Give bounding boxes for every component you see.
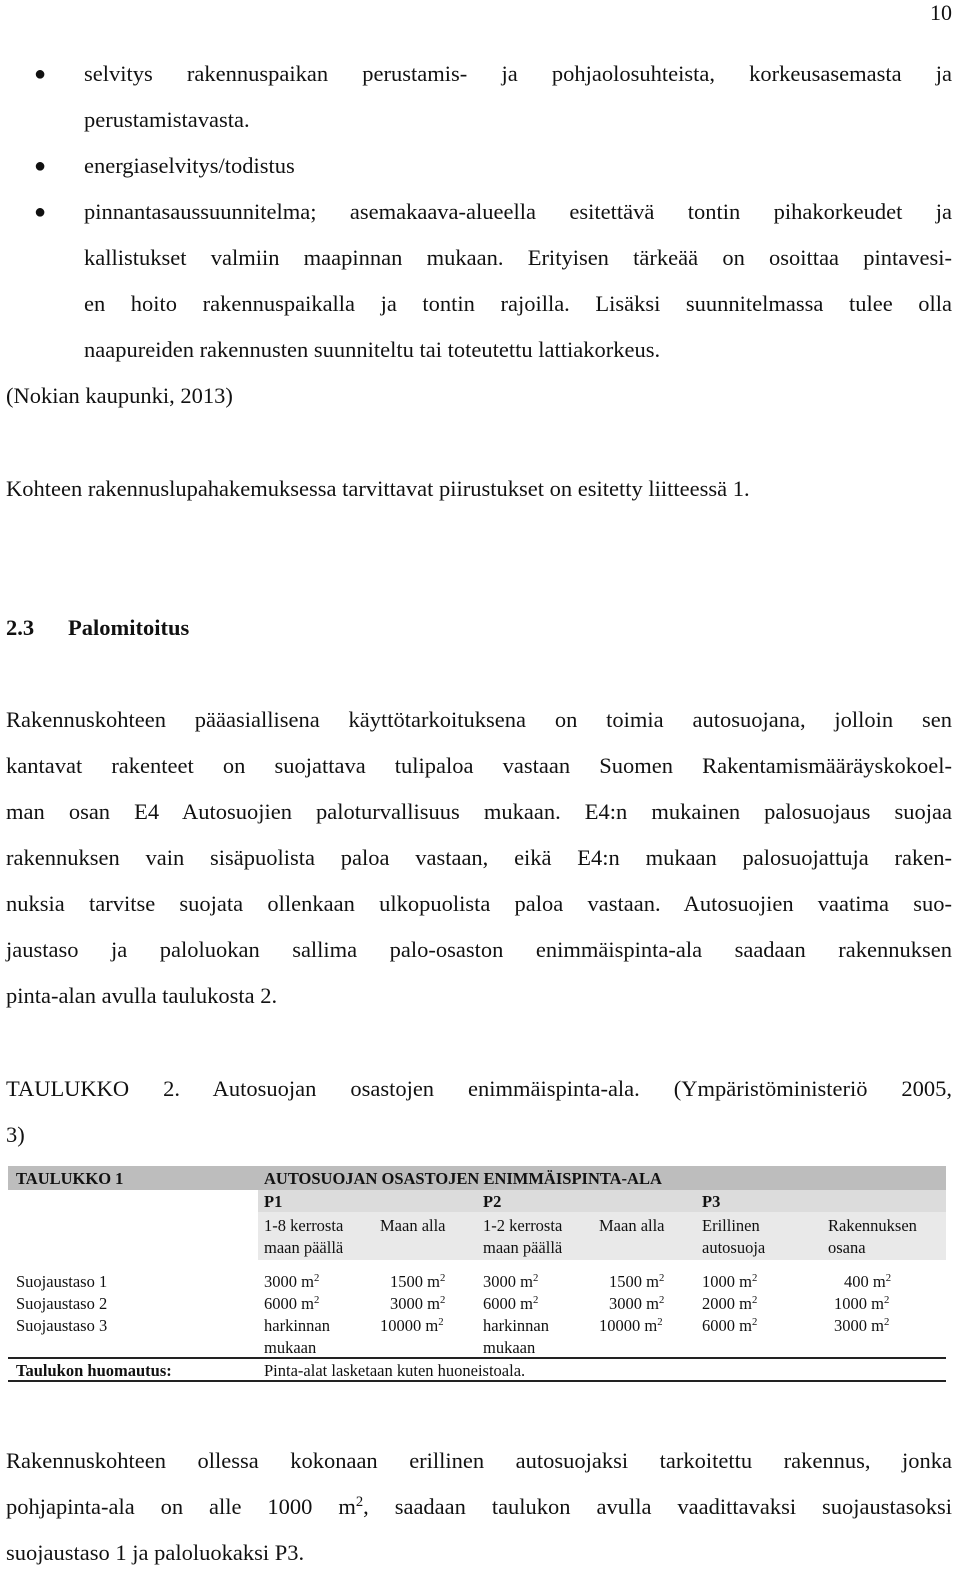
row-label: Suojaustaso 3 [16,1316,108,1335]
table-caption: 3) [6,1122,25,1147]
col-header: osana [828,1238,866,1257]
table-cell: 2000 $m^2$ [702,1294,758,1313]
paragraph-line: kantavat rakenteet on suojattava tulipaloa vastaan Suomen Rakentamismääräyskokoel- [6,753,952,778]
paragraph-line: nuksia tarvitse suojata ollenkaan ulkopuolista paloa vastaan. Autosuojien vaatima suo- [6,891,952,916]
col-header: Erillinen [702,1216,760,1235]
col-header: autosuoja [702,1238,766,1257]
table-cell: mukaan [483,1338,536,1357]
class-p3: P3 [702,1192,721,1211]
bullet-text: energiaselvitys/todistus [84,153,295,178]
table-cell: harkinnan [264,1316,330,1335]
class-p1: P1 [264,1192,283,1211]
col-header: maan päällä [264,1238,344,1257]
table-cell: 10000 $m^2$ [380,1316,444,1335]
bullet-text: pinnantasaussuunnitelma; asemakaava-alueella esitettävä tontin pihakorkeudet ja [84,199,952,224]
table-cell: 1000 $m^2$ [702,1272,758,1291]
table-divider [8,1357,946,1359]
table-cell: 3000 $m^2$ [483,1272,539,1291]
paragraph-line: Rakennuskohteen ollessa kokonaan erillinen autosuojaksi tarkoitettu rakennus, jonka [6,1448,952,1473]
paragraph-line: man osan E4 Autosuojien paloturvallisuus mukaan. E4:n mukainen palosuojaus suojaa [6,799,952,824]
col-header: 1-8 kerrosta [264,1216,344,1235]
note-text: Pinta-alat lasketaan kuten huoneistoala. [264,1361,526,1380]
class-p2: P2 [483,1192,502,1211]
paragraph-line: rakennuksen vain sisäpuolista paloa vastaan, eikä E4:n mukaan palosuojattuja raken- [6,845,952,870]
table-title: AUTOSUOJAN OSASTOJEN ENIMMÄISPINTA-ALA [264,1169,662,1188]
paragraph-line: Rakennuskohteen pääasiallisena käyttötarkoituksena on toimia autosuojana, jolloin sen [6,707,952,732]
table-subheader-band [258,1190,946,1212]
bullet-text: perustamistavasta. [84,107,250,132]
table-cell: 1000 $m^2$ [834,1294,890,1313]
table-caption: TAULUKKO 2. Autosuojan osastojen enimmäispinta-ala. (Ympäristöministeriö 2005, [6,1076,952,1101]
col-header: Maan alla [599,1216,665,1235]
table-cell: 1500 $m^2$ [390,1272,446,1291]
table-cell: 3000 $m^2$ [390,1294,446,1313]
bullet-dot: ● [34,155,47,177]
col-header: Rakennuksen [828,1216,917,1235]
fire-compartment-table [8,1166,946,1382]
paragraph-line: pinta-alan avulla taulukosta 2. [6,983,278,1008]
table-cell: 1500 $m^2$ [609,1272,665,1291]
table-cell: 10000 $m^2$ [599,1316,663,1335]
bullet-text: en hoito rakennuspaikalla ja tontin rajoilla. Lisäksi suunnitelmassa tulee olla [84,291,952,316]
paragraph: Kohteen rakennuslupahakemuksessa tarvittavat piirustukset on esitetty liitteessä 1. [6,476,750,501]
section-title: Palomitoitus [68,615,190,640]
row-label: Suojaustaso 2 [16,1294,108,1313]
table-label: TAULUKKO 1 [16,1169,124,1188]
table-cell: 3000 $m^2$ [264,1272,320,1291]
col-header: maan päällä [483,1238,563,1257]
table-cell: 3000 $m^2$ [609,1294,665,1313]
paragraph-line: pohjapinta-ala on alle 1000 $m^2$, saadaan taulukon avulla vaadittavaksi suojaustasoksi [6,1493,952,1519]
paragraph-line: jaustaso ja paloluokan sallima palo-osaston enimmäispinta-ala saadaan rakennuksen [6,937,952,962]
row-label: Suojaustaso 1 [16,1272,108,1291]
bullet-dot: ● [34,63,47,85]
citation: (Nokian kaupunki, 2013) [6,383,233,408]
bullet-dot: ● [34,201,47,223]
col-header: Maan alla [380,1216,446,1235]
table-divider [8,1380,946,1382]
col-header: 1-2 kerrosta [483,1216,563,1235]
table-cell: mukaan [264,1338,317,1357]
table-cell: 6000 $m^2$ [264,1294,320,1313]
page-number: 10 [930,0,952,25]
bullet-text: naapureiden rakennusten suunniteltu tai toteutettu lattiakorkeus. [84,337,661,362]
table-cell: 400 $m^2$ [844,1272,892,1291]
bullet-text: kallistukset valmiin maapinnan mukaan. Erityisen tärkeää on osoittaa pintavesi- [84,245,952,270]
bullet-text: selvitys rakennuspaikan perustamis- ja pohjaolosuhteista, korkeusasemasta ja [84,61,952,86]
note-label: Taulukon huomautus: [16,1361,172,1380]
table-cell: 6000 $m^2$ [483,1294,539,1313]
table-cell: 6000 $m^2$ [702,1316,758,1335]
table-cell: 3000 $m^2$ [834,1316,890,1335]
table-cell: harkinnan [483,1316,549,1335]
paragraph-line: suojaustaso 1 ja paloluokaksi P3. [6,1540,305,1565]
section-number: 2.3 [6,615,35,640]
